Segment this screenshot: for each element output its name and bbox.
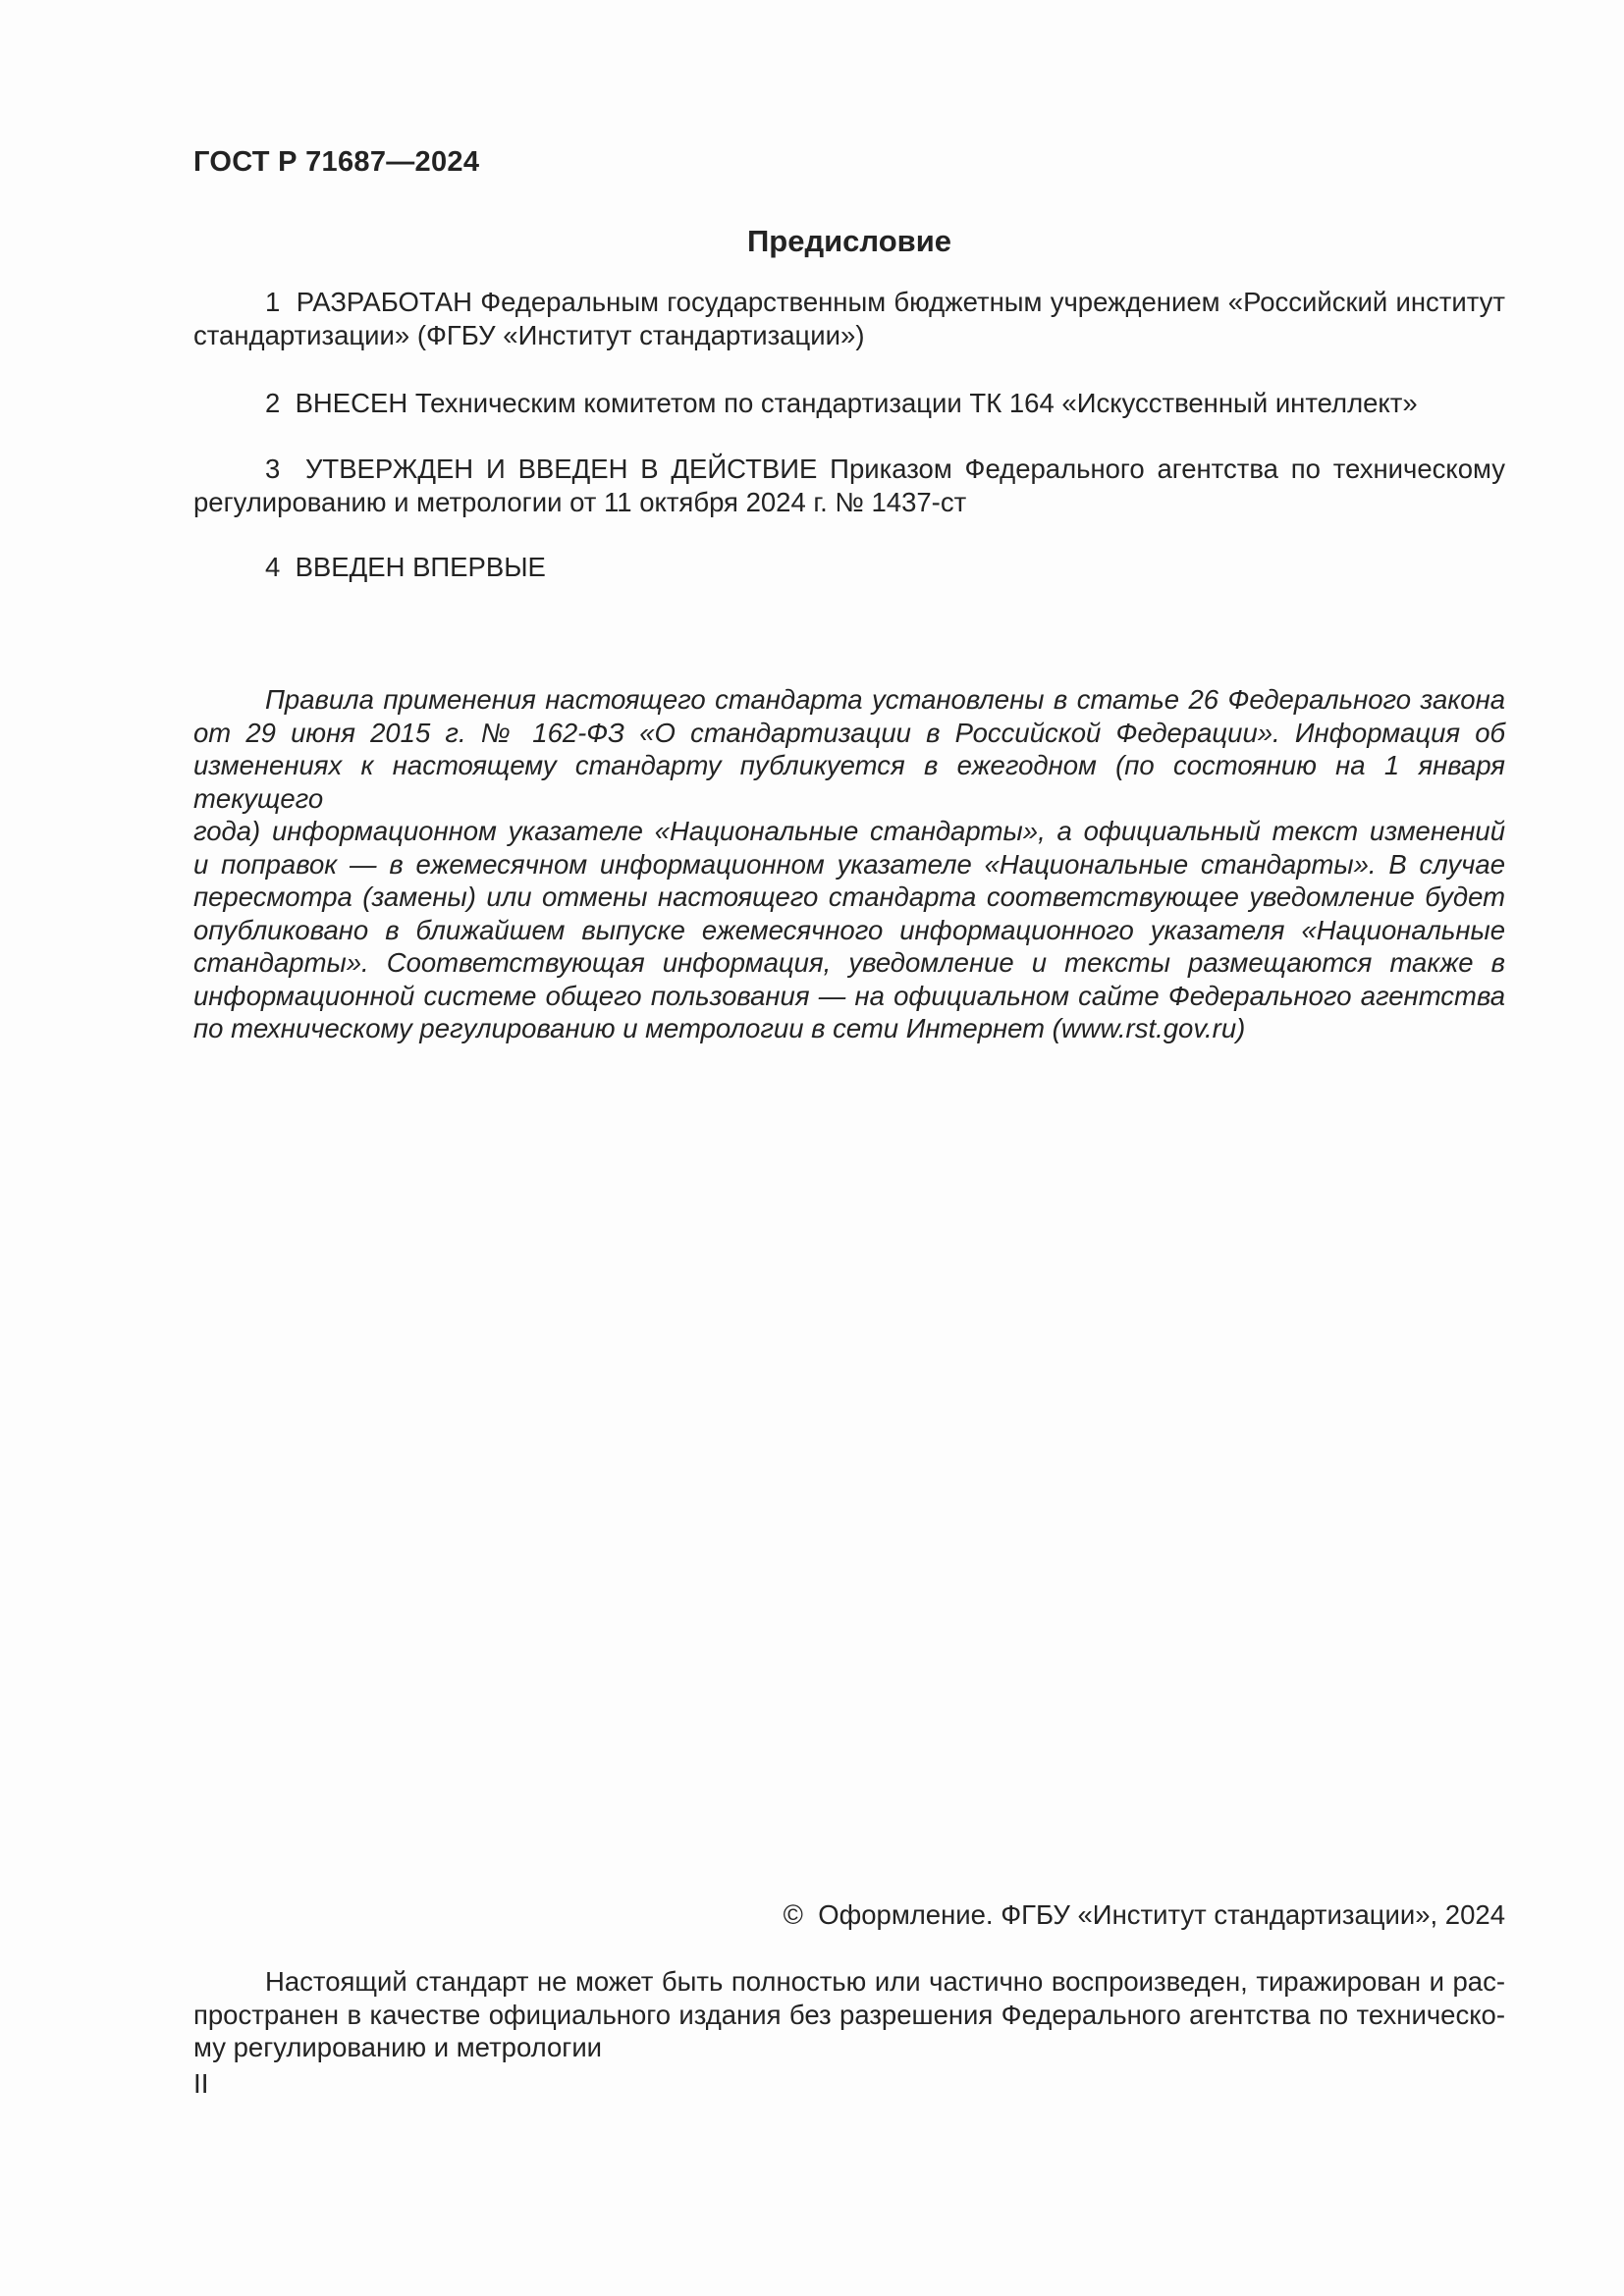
application-rules-line-1: Правила применения настоящего стандарта установлены в статье 26 Федерального закона [265,684,1505,715]
foreword-item-first-edition-line-1: 4 ВВЕДЕН ВПЕРВЫЕ [265,552,546,582]
application-rules-line-5: и поправок — в ежемесячном информационном указателе «Национальные стандарты». В случае [193,848,1505,880]
application-rules-line-3: изменениях к настоящему стандарту публикуется в ежегодном (по состоянию на 1 января текущего [193,750,1505,814]
running-head-standard-number: ГОСТ Р 71687—2024 [193,146,480,178]
application-rules-notice [193,683,1505,1045]
application-rules-line-4: года) информационном указателе «Национальные стандарты», а официальный текст изменений [193,816,1505,846]
foreword-item-developed [193,286,1505,351]
foreword-item-submitted-line-1: 2 ВНЕСЕН Техническим комитетом по стандартизации ТК 164 «Искусственный интеллект» [265,388,1418,418]
foreword-item-developed-line-1: 1 РАЗРАБОТАН Федеральным государственным бюджетным учреждением «Российский институт [265,287,1505,317]
application-rules-line-7: опубликовано в ближайшем выпуске ежемесячного информационного указателя «Национальные [193,914,1505,945]
reproduction-restriction-notice [193,1965,1505,2064]
application-rules-line-8: стандарты». Соответствующая информация, уведомление и тексты размещаются также в [193,947,1505,978]
foreword-item-approved-line-2: регулированию и метрологии от 11 октября 2024 г. № 1437-ст [193,486,967,517]
page-title: Предисловие [746,224,951,258]
application-rules-line-6: пересмотра (замены) или отмены настоящего стандарта соответствующее уведомление будет [193,881,1505,912]
reproduction-restriction-line-3: му регулированию и метрологии [193,2032,603,2062]
application-rules-line-2: от 29 июня 2015 г. № 162-ФЗ «О стандартизации в Российской Федерации». Информация об [193,717,1505,748]
foreword-item-developed-line-2: стандартизации» (ФГБУ «Институт стандартизации») [193,319,865,350]
reproduction-restriction-line-1: Настоящий стандарт не может быть полностью или частично воспроизведен, тиражирован и рас- [265,1966,1505,1997]
copyright-notice: © Оформление. ФГБУ «Институт стандартизации», 2024 [783,1899,1505,1930]
foreword-item-submitted [193,387,1505,420]
application-rules-line-9: информационной системе общего пользования — на официальном сайте Федерального агентства [193,980,1505,1011]
page-number: II [193,2068,209,2099]
reproduction-restriction-line-2: пространен в качестве официального издания без разрешения Федерального агентства по техническо- [193,1999,1505,2030]
foreword-item-first-edition [193,551,1505,584]
foreword-item-approved-line-1: 3 УТВЕРЖДЕН И ВВЕДЕН В ДЕЙСТВИЕ Приказом Федерального агентства по техническому [265,454,1505,484]
application-rules-line-10: по техническому регулированию и метрологии в сети Интернет (www.rst.gov.ru) [193,1013,1246,1043]
foreword-item-approved [193,453,1505,518]
